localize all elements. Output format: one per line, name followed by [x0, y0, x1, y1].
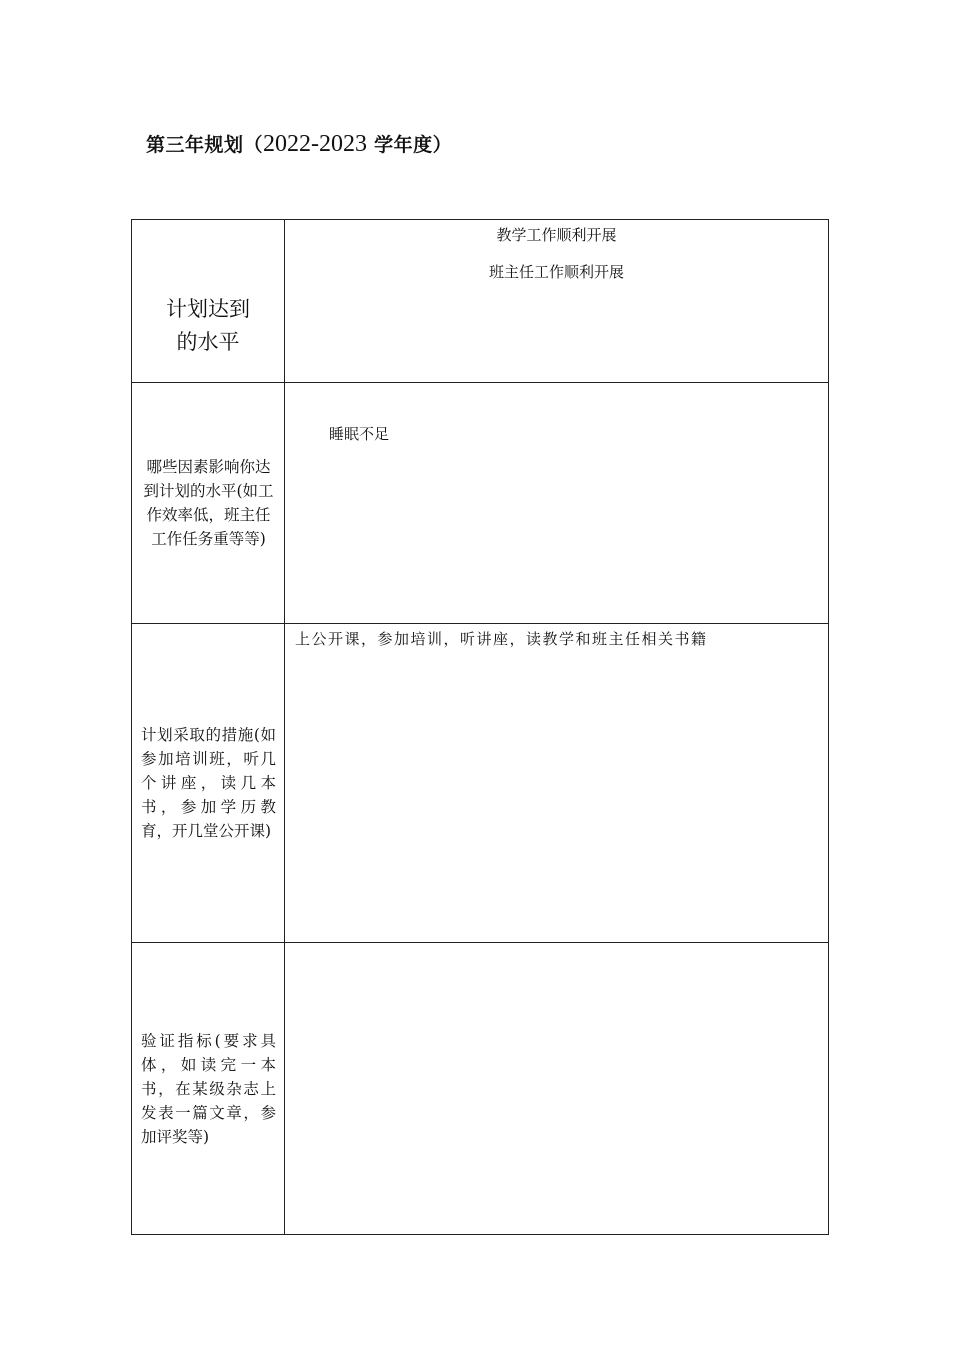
- title-years: 2022-2023: [263, 131, 368, 157]
- content-cell-target-level[interactable]: [285, 220, 829, 383]
- content-influencing-factors: 睡眠不足: [329, 425, 390, 443]
- label-cell-target-level: [132, 220, 285, 383]
- label-cell-verification: [132, 943, 285, 1235]
- table-row-influencing-factors: [132, 383, 829, 624]
- content-cell-influencing-factors[interactable]: [285, 383, 829, 624]
- label-target-level-line-1: 计划达到: [166, 297, 250, 321]
- content-cell-verification[interactable]: [285, 943, 829, 1235]
- label-measures: 计划采取的措施(如参加培训班，听几个讲座，读几本书，参加学历教育，开几堂公开课): [141, 726, 276, 840]
- table-row-target-level: [132, 220, 829, 383]
- label-cell-measures: [132, 624, 285, 943]
- table-row-verification: [132, 943, 829, 1235]
- label-cell-influencing-factors: [132, 383, 285, 624]
- plan-table: [131, 219, 829, 1235]
- content-measures: 上公开课，参加培训，听讲座，读教学和班主任相关书籍: [295, 630, 708, 648]
- label-influencing-factors: 哪些因素影响你达到计划的水平(如工作效率低，班主任工作任务重等等): [143, 458, 274, 548]
- content-target-level-line-1: 教学工作顺利开展: [496, 226, 617, 244]
- content-target-level-line-2: 班主任工作顺利开展: [488, 263, 624, 281]
- title-suffix: 学年度）: [367, 134, 453, 156]
- label-verification: 验证指标(要求具体，如读完一本书，在某级杂志上发表一篇文章，参加评奖等): [141, 1031, 276, 1146]
- title-prefix: 第三年规划（: [146, 134, 264, 156]
- table-row-measures: [132, 624, 829, 943]
- label-target-level-line-2: 的水平: [176, 330, 240, 354]
- page-title: [146, 130, 452, 158]
- content-cell-measures[interactable]: [285, 624, 829, 943]
